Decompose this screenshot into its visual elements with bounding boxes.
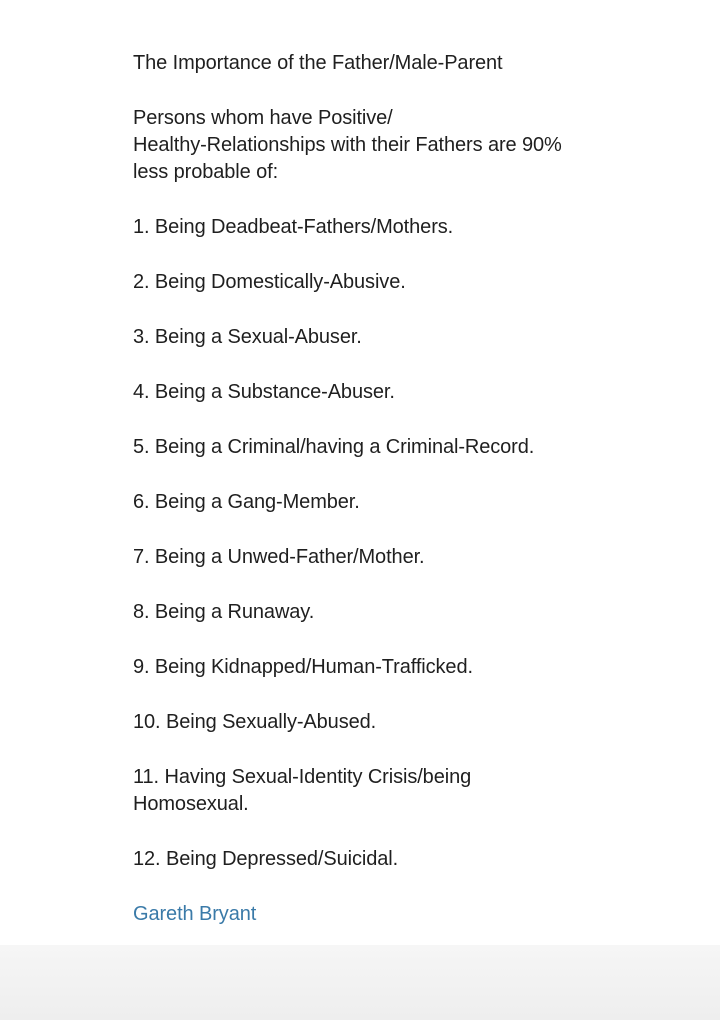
list-item-text: 10. Being Sexually-Abused. <box>133 711 377 733</box>
list-item <box>133 214 653 241</box>
list-item-text: 1. Being Deadbeat-Fathers/Mothers. <box>133 216 454 238</box>
list-item <box>133 379 653 406</box>
list-item <box>133 764 653 818</box>
list-item-text: 7. Being a Unwed-Father/Mother. <box>133 546 425 568</box>
intro-line: Persons whom have Positive/ <box>133 107 393 129</box>
list-item <box>133 599 653 626</box>
risk-list <box>133 214 653 873</box>
list-item <box>133 489 653 516</box>
intro-line: Healthy-Relationships with their Fathers are 90% <box>133 134 562 156</box>
list-item <box>133 544 653 571</box>
list-item <box>133 324 653 351</box>
list-item-text: 5. Being a Criminal/having a Criminal-Record. <box>133 436 535 458</box>
intro-line: less probable of: <box>133 161 279 183</box>
list-item-text: 3. Being a Sexual-Abuser. <box>133 326 362 348</box>
list-item-text: Homosexual. <box>133 793 249 815</box>
list-item <box>133 434 653 461</box>
intro-paragraph <box>133 105 653 186</box>
list-item <box>133 654 653 681</box>
bottom-bar <box>0 945 720 1020</box>
list-item-text: 11. Having Sexual-Identity Crisis/being <box>133 766 472 788</box>
list-item-text: 4. Being a Substance-Abuser. <box>133 381 395 403</box>
list-item-text: 8. Being a Runaway. <box>133 601 315 623</box>
note-title: The Importance of the Father/Male-Parent <box>133 52 503 74</box>
list-item-text: 6. Being a Gang-Member. <box>133 491 360 513</box>
list-item-text: 9. Being Kidnapped/Human-Trafficked. <box>133 656 473 678</box>
list-item <box>133 846 653 873</box>
list-item-text: 12. Being Depressed/Suicidal. <box>133 848 399 870</box>
list-item-text: 2. Being Domestically-Abusive. <box>133 271 406 293</box>
list-item <box>133 269 653 296</box>
author-link[interactable]: Gareth Bryant <box>133 903 257 925</box>
note-content <box>133 50 653 928</box>
list-item <box>133 709 653 736</box>
